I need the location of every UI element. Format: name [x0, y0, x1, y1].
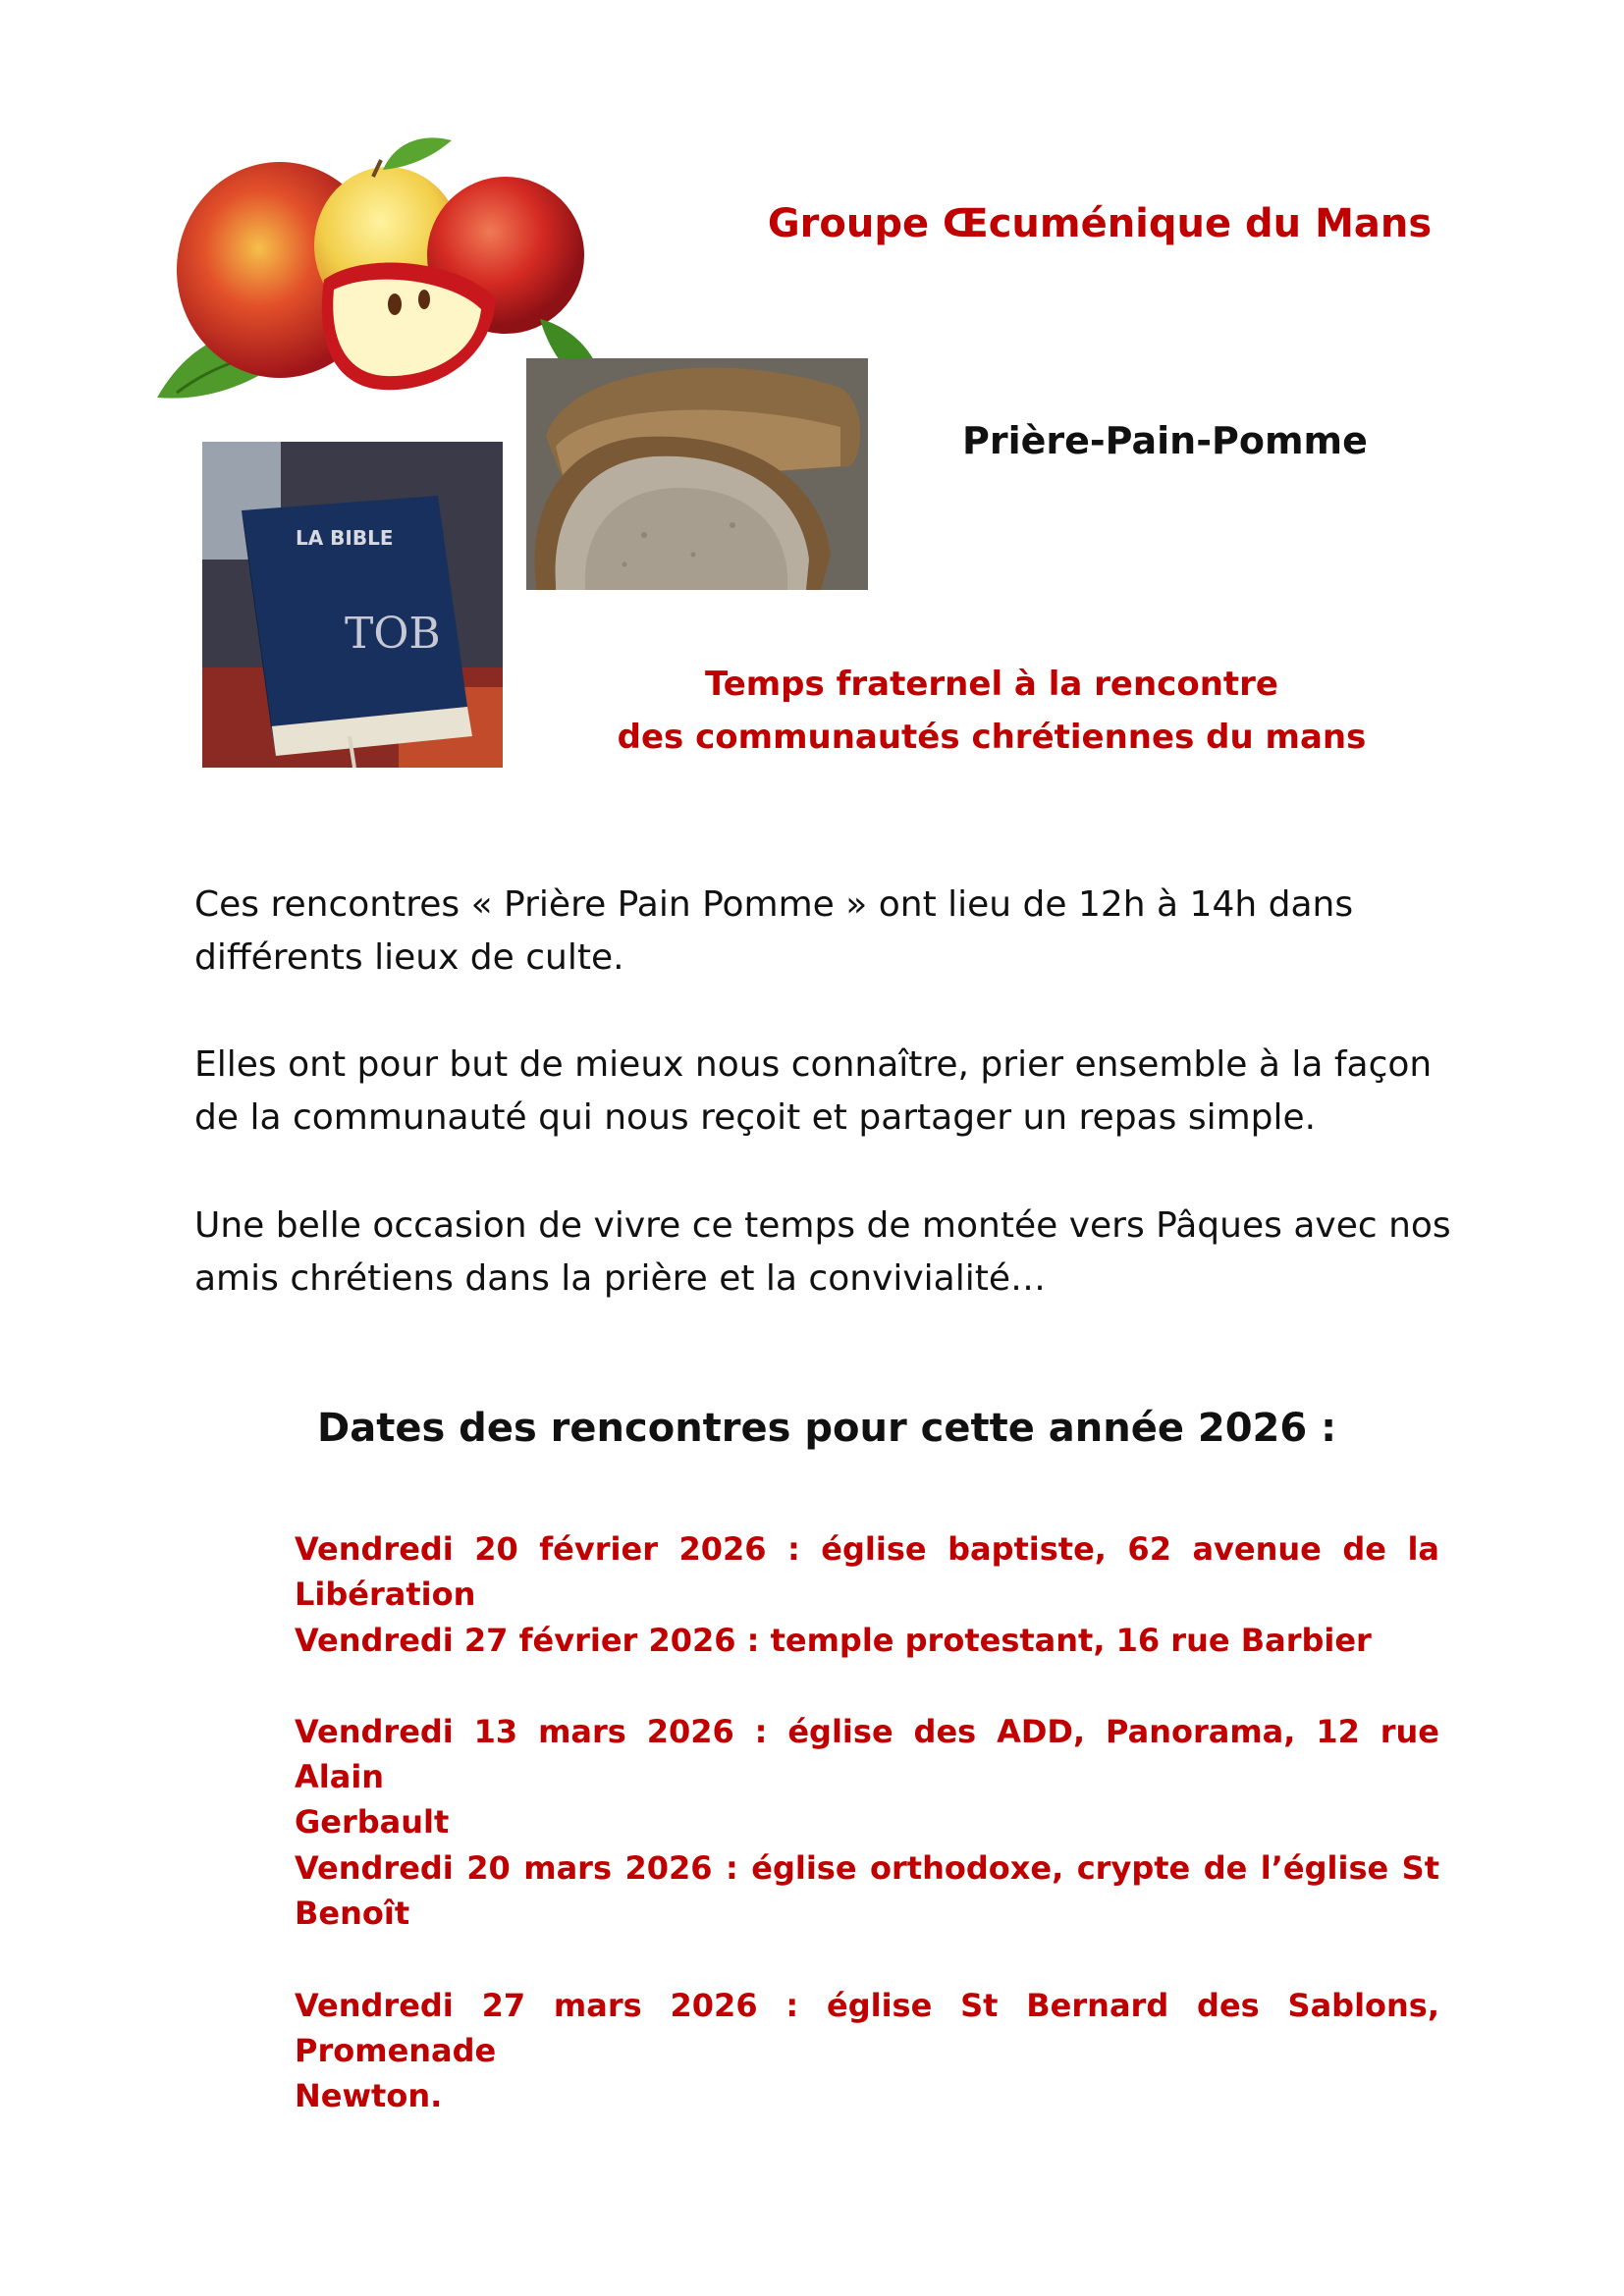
paragraph-line: Une belle occasion de vivre ce temps de montée vers Pâques avec nos [194, 1205, 1451, 1246]
date-line: Vendredi 27 février 2026 : temple protestant, 16 rue Barbier [295, 1622, 1372, 1659]
paragraph-line: Elles ont pour but de mieux nous connaître, prier ensemble à la façon [194, 1044, 1433, 1085]
page-subtitle: Prière-Pain-Pomme [962, 419, 1368, 462]
date-item [295, 1983, 1439, 2118]
dates-heading: Dates des rencontres pour cette année 2026 : [317, 1406, 1337, 1451]
date-item [295, 1845, 1439, 1936]
date-line: Vendredi 27 mars 2026 : église St Bernard des Sablons, Promenade [295, 1987, 1439, 2069]
page-title: Groupe Œcuménique du Mans [767, 201, 1433, 246]
paragraph-line: de la communauté qui nous reçoit et partager un repas simple. [194, 1097, 1317, 1138]
paragraph-1 [194, 879, 1471, 985]
date-line: Vendredi 20 mars 2026 : église orthodoxe, crypte de l’église St [295, 1849, 1439, 1887]
date-item [295, 1709, 1439, 1844]
paragraph-3 [194, 1200, 1471, 1306]
paragraph-line: Ces rencontres « Prière Pain Pomme » ont lieu de 12h à 14h dans [194, 884, 1354, 925]
paragraph-line: différents lieux de culte. [194, 937, 624, 978]
date-item [295, 1618, 1439, 1663]
date-line: Vendredi 20 février 2026 : église baptiste, 62 avenue de la Libération [295, 1530, 1439, 1613]
paragraph-line: amis chrétiens dans la prière et la convivialité… [194, 1258, 1047, 1299]
bible-title-text: LA BIBLE [296, 526, 394, 550]
date-line: Benoît [295, 1895, 410, 1932]
tagline [550, 658, 1434, 764]
bible-image [202, 442, 503, 768]
paragraph-2 [194, 1039, 1471, 1145]
date-line: Vendredi 13 mars 2026 : église des ADD, Panorama, 12 rue Alain [295, 1713, 1439, 1795]
tagline-line-2: des communautés chrétiennes du mans [617, 718, 1367, 757]
tagline-line-1: Temps fraternel à la rencontre [705, 665, 1278, 704]
date-line: Newton. [295, 2077, 443, 2114]
bread-image [526, 358, 868, 590]
date-item [295, 1526, 1439, 1617]
bible-tob-text: TOB [345, 609, 441, 659]
date-line: Gerbault [295, 1803, 450, 1841]
